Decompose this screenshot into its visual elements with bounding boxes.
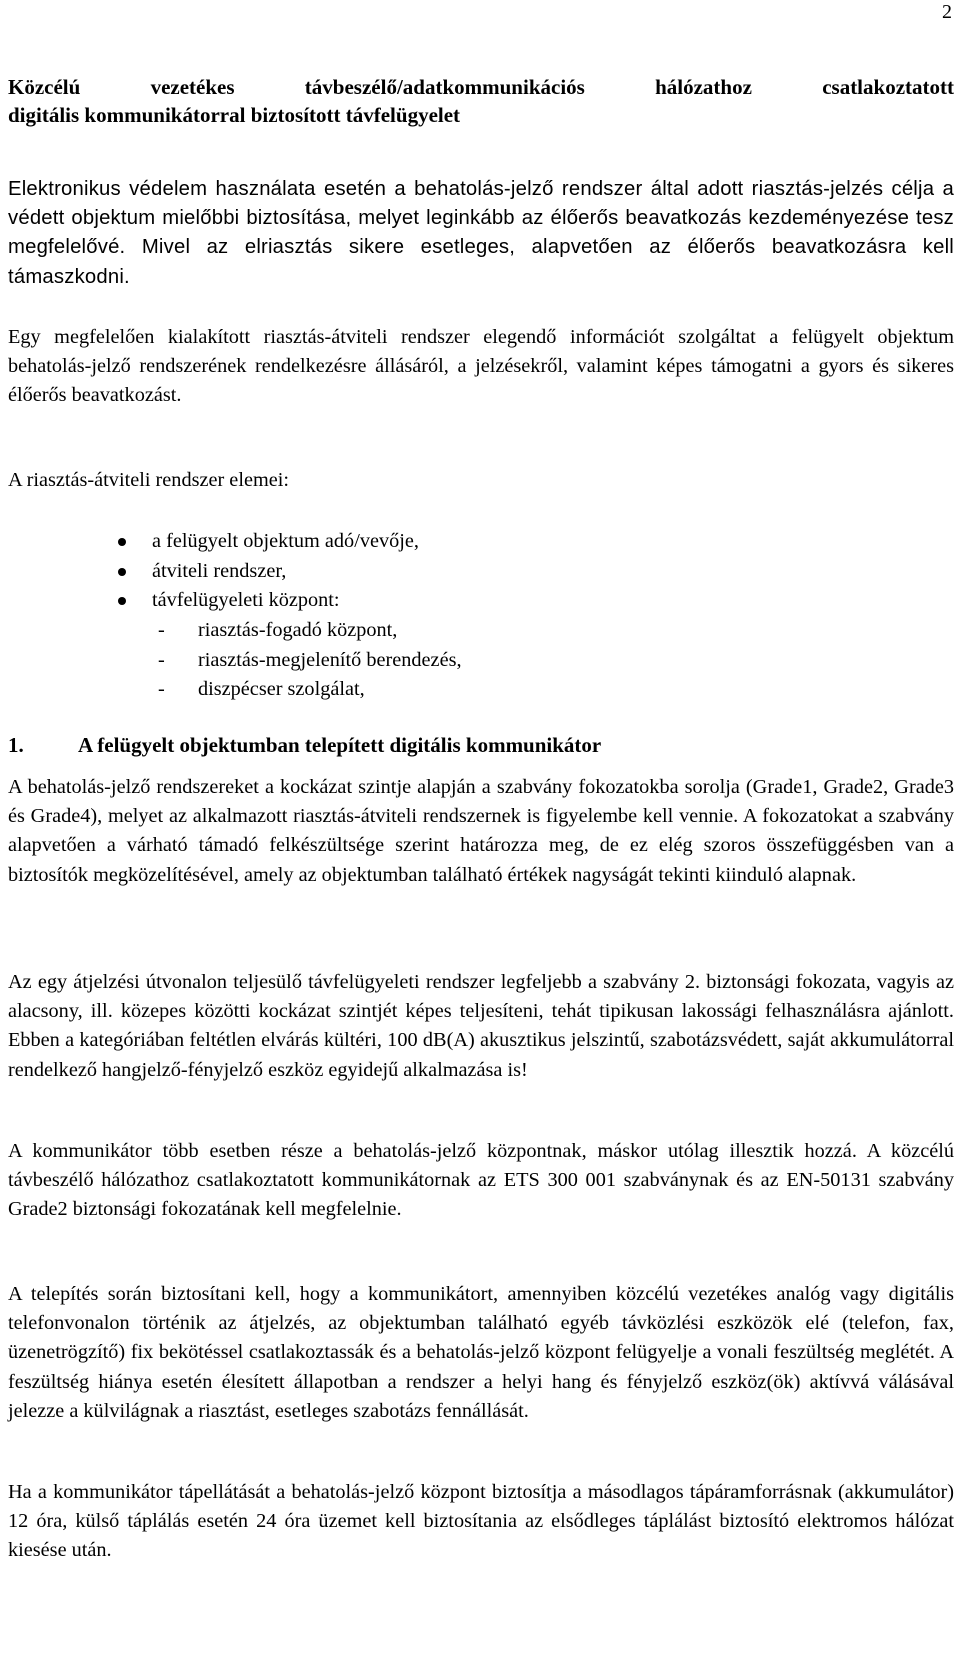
paragraph: Az egy átjelzési útvonalon teljesülő távfelügyeleti rendszer legfeljebb a szabvány 2. biztonsági fokozata, vagyis az alacsony, ill. közepes közötti kockázat szintjét képes teljesíteni, tehát tipikusan lakossági felhasználásra ajánlott. Ebben a kategóriában feltétlen elvárás kültéri, 100 dB(A) akusztikus jelszintű, szabotázsvédett, saját akkumulátorral rendelkező hangjelző-fényjelző eszköz egyidejű alkalmazása is! [8,971,954,1081]
dash-marker: - [158,678,165,700]
list-item: - riasztás-fogadó központ, [158,616,462,646]
section-title: A felügyelt objektumban telepített digitális kommunikátor [78,733,602,757]
section-paragraph-4 [8,1280,954,1426]
dash-marker: - [158,619,165,641]
page-number: 2 [942,1,952,23]
intro-paragraph [8,175,954,292]
list-item: átviteli rendszer, [118,557,419,587]
section-paragraph-1 [8,773,954,890]
title-line-2: digitális kommunikátorral biztosított távfelügyelet [8,103,461,127]
section-paragraph-5 [8,1478,954,1566]
section-paragraph-3 [8,1137,954,1225]
section-heading [8,730,601,760]
section-paragraph-2 [8,968,954,1085]
list-item: - diszpécser szolgálat, [158,675,462,705]
paragraph: Egy megfelelően kialakított riasztás-átviteli rendszer elegendő információt szolgáltat a felügyelt objektum behatolás-jelző rendszerének rendelkezésre állásáról, a jelzésekről, valamint képes támogatni a gyors és sikeres élőerős beavatkozást. [8,326,954,407]
transmission-paragraph [8,323,954,411]
list-item: - riasztás-megjelenítő berendezés, [158,646,462,676]
bullet-list [118,527,419,616]
paragraph: A behatolás-jelző rendszereket a kockázat szintje alapján a szabvány fokozatokba sorolja (Grade1, Grade2, Grade3 és Grade4), melyet az alkalmazott riasztás-átviteli rendszernek is figyelembe kell vennie. A fokozatokat a szabvány alapvetően a várható támadó felkészültsége szerint határozza meg, de ez elég szoros összefüggésben van a biztosítók megközelítésével, amely az objektumban található értékek nagyságát tekinti kiinduló alapnak. [8,776,954,886]
paragraph: A telepítés során biztosítani kell, hogy a kommunikátort, amennyiben közcélú vezetékes analóg vagy digitális telefonvonalon történik az átjelzés, az objektumban található egyéb távközlési eszközök elé (telefon, fax, üzenetrögzítő) fix bekötéssel csatlakoztassák és a behatolás-jelző központ felügyelje a vonali feszültség meglétét. A feszültség hiánya esetén élesített állapotban a rendszer a helyi hang és fényjelző eszköz(ök) aktívvá válásával jelezze a külvilágnak a riasztást, esetleges szabotázs fennállását. [8,1283,954,1422]
paragraph: Elektronikus védelem használata esetén a behatolás-jelző rendszer által adott riasztás-jelzés célja a védett objektum mielőbbi biztosítása, melyet leginkább az élőerős beavatkozás kezdeményezése tesz megfelelővé. Mivel az elriasztás sikere esetleges, alapvetően az élőerős beavatkozásra kell támaszkodni. [8,178,954,288]
paragraph: A riasztás-átviteli rendszer elemei: [8,469,289,491]
elements-intro [8,466,954,495]
dash-marker: - [158,648,165,671]
bullet-icon [118,538,126,546]
bullet-icon [118,568,126,576]
section-number: 1. [8,733,24,757]
list-item: a felügyelt objektum adó/vevője, [118,527,419,557]
paragraph: A kommunikátor több esetben része a behatolás-jelző központnak, máskor utólag illesztik hozzá. A közcélú távbeszélő hálózathoz csatlakoztatott kommunikátornak az ETS 300 001 szabványnak és az EN-50131 szabvány Grade2 biztonsági fokozatának kell megfelelnie. [8,1140,954,1221]
document-title [8,73,954,129]
bullet-icon [118,597,126,605]
paragraph: Ha a kommunikátor tápellátását a behatolás-jelző központ biztosítja a másodlagos tápáramforrásnak (akkumulátor) 12 óra, külső táplálás esetén 24 óra üzemet kell biztosítania az elsődleges táplálást biztosító elektromos hálózat kiesése után. [8,1481,954,1562]
title-line-1: Közcélú vezetékes távbeszélő/adatkommunikációs hálózathoz csatlakoztatott [8,75,954,99]
list-item: távfelügyeleti központ: [118,586,419,616]
dash-list [158,616,462,705]
